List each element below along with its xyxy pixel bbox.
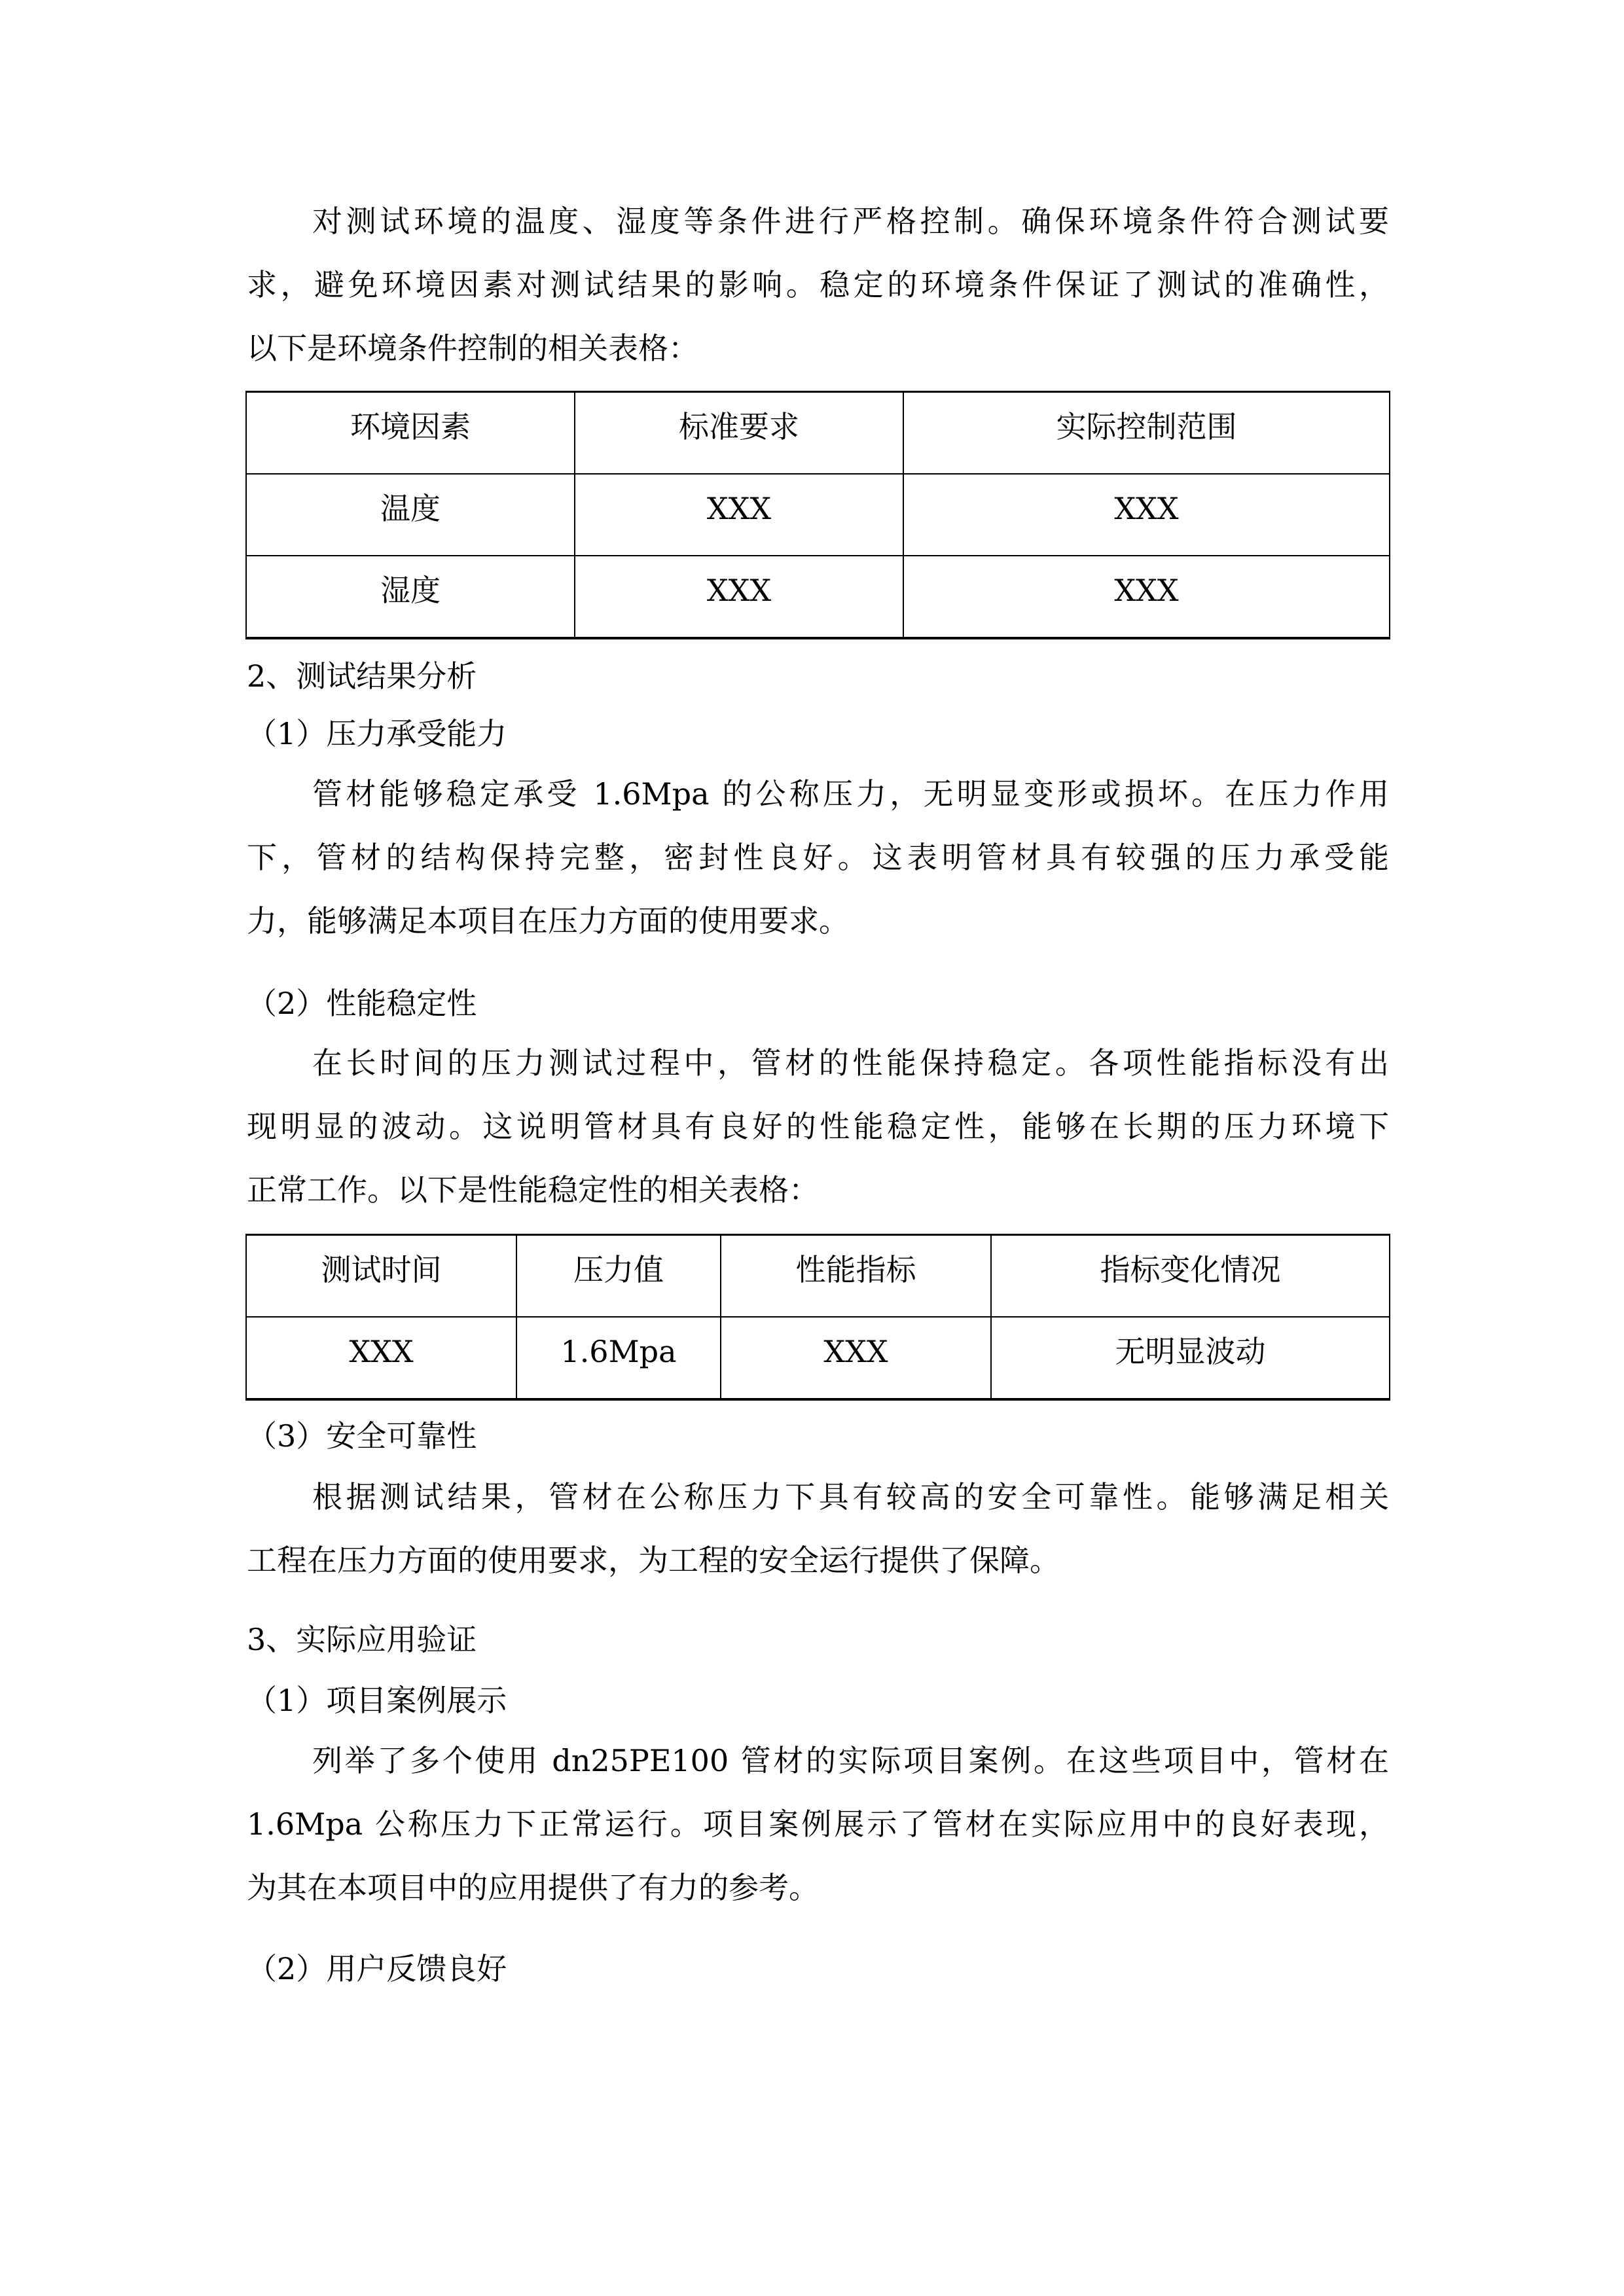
table-header-row <box>246 392 1390 475</box>
table-cell: 1.6Mpa <box>516 1317 721 1399</box>
paragraph-line: 根据测试结果，管材在公称压力下具有较高的安全可靠性。能够满足相关 <box>312 1479 1389 1515</box>
section-heading: 3、实际应用验证 <box>247 1622 477 1657</box>
paragraph-line: 力，能够满足本项目在压力方面的使用要求。 <box>247 903 849 939</box>
paragraph-line: 工程在压力方面的使用要求，为工程的安全运行提供了保障。 <box>247 1543 1060 1578</box>
table-cell: XXX <box>575 556 903 638</box>
paragraph-line: 求，避免环境因素对测试结果的影响。稳定的环境条件保证了测试的准确性， <box>247 267 1389 302</box>
paragraph-line: 管材能够稳定承受 1.6Mpa 的公称压力，无明显变形或损坏。在压力作用 <box>312 776 1389 812</box>
subsection-heading: （3）安全可靠性 <box>247 1418 477 1454</box>
performance-stability-table <box>245 1234 1390 1401</box>
table-cell: XXX <box>903 556 1390 638</box>
subsection-heading: （2）性能稳定性 <box>247 986 477 1021</box>
table-header-cell: 压力值 <box>516 1235 721 1318</box>
subsection-heading: （2）用户反馈良好 <box>247 1951 507 1986</box>
paragraph-line: 在长时间的压力测试过程中，管材的性能保持稳定。各项性能指标没有出 <box>312 1045 1389 1081</box>
section-heading: 2、测试结果分析 <box>247 658 477 694</box>
table-header-cell: 测试时间 <box>246 1235 516 1318</box>
table-header-cell: 指标变化情况 <box>991 1235 1390 1318</box>
table-header-cell: 环境因素 <box>246 392 575 475</box>
subsection-heading: （1）项目案例展示 <box>247 1683 507 1718</box>
table-cell: XXX <box>903 474 1390 556</box>
table-cell: 无明显波动 <box>991 1317 1390 1399</box>
table-header-cell: 性能指标 <box>721 1235 991 1318</box>
table-row <box>246 1317 1390 1399</box>
subsection-heading: （1）压力承受能力 <box>247 716 507 751</box>
environment-conditions-table <box>245 391 1390 639</box>
paragraph-line: 以下是环境条件控制的相关表格： <box>247 331 698 366</box>
paragraph-line: 对测试环境的温度、湿度等条件进行严格控制。确保环境条件符合测试要 <box>312 204 1389 239</box>
paragraph-line: 列举了多个使用 dn25PE100 管材的实际项目案例。在这些项目中，管材在 <box>312 1743 1389 1778</box>
paragraph-line: 为其在本项目中的应用提供了有力的参考。 <box>247 1870 819 1905</box>
paragraph-line: 现明显的波动。这说明管材具有良好的性能稳定性，能够在长期的压力环境下 <box>247 1109 1389 1144</box>
paragraph-line: 下，管材的结构保持完整，密封性良好。这表明管材具有较强的压力承受能 <box>247 840 1389 875</box>
table-row <box>246 474 1390 556</box>
table-row <box>246 556 1390 638</box>
table-header-cell: 实际控制范围 <box>903 392 1390 475</box>
table-header-cell: 标准要求 <box>575 392 903 475</box>
table-cell: 温度 <box>246 474 575 556</box>
table-cell: XXX <box>575 474 903 556</box>
paragraph-line: 正常工作。以下是性能稳定性的相关表格： <box>247 1172 819 1208</box>
table-cell: XXX <box>246 1317 516 1399</box>
paragraph-line: 1.6Mpa 公称压力下正常运行。项目案例展示了管材在实际应用中的良好表现， <box>247 1806 1389 1842</box>
table-cell: XXX <box>721 1317 991 1399</box>
table-header-row <box>246 1235 1390 1318</box>
table-cell: 湿度 <box>246 556 575 638</box>
